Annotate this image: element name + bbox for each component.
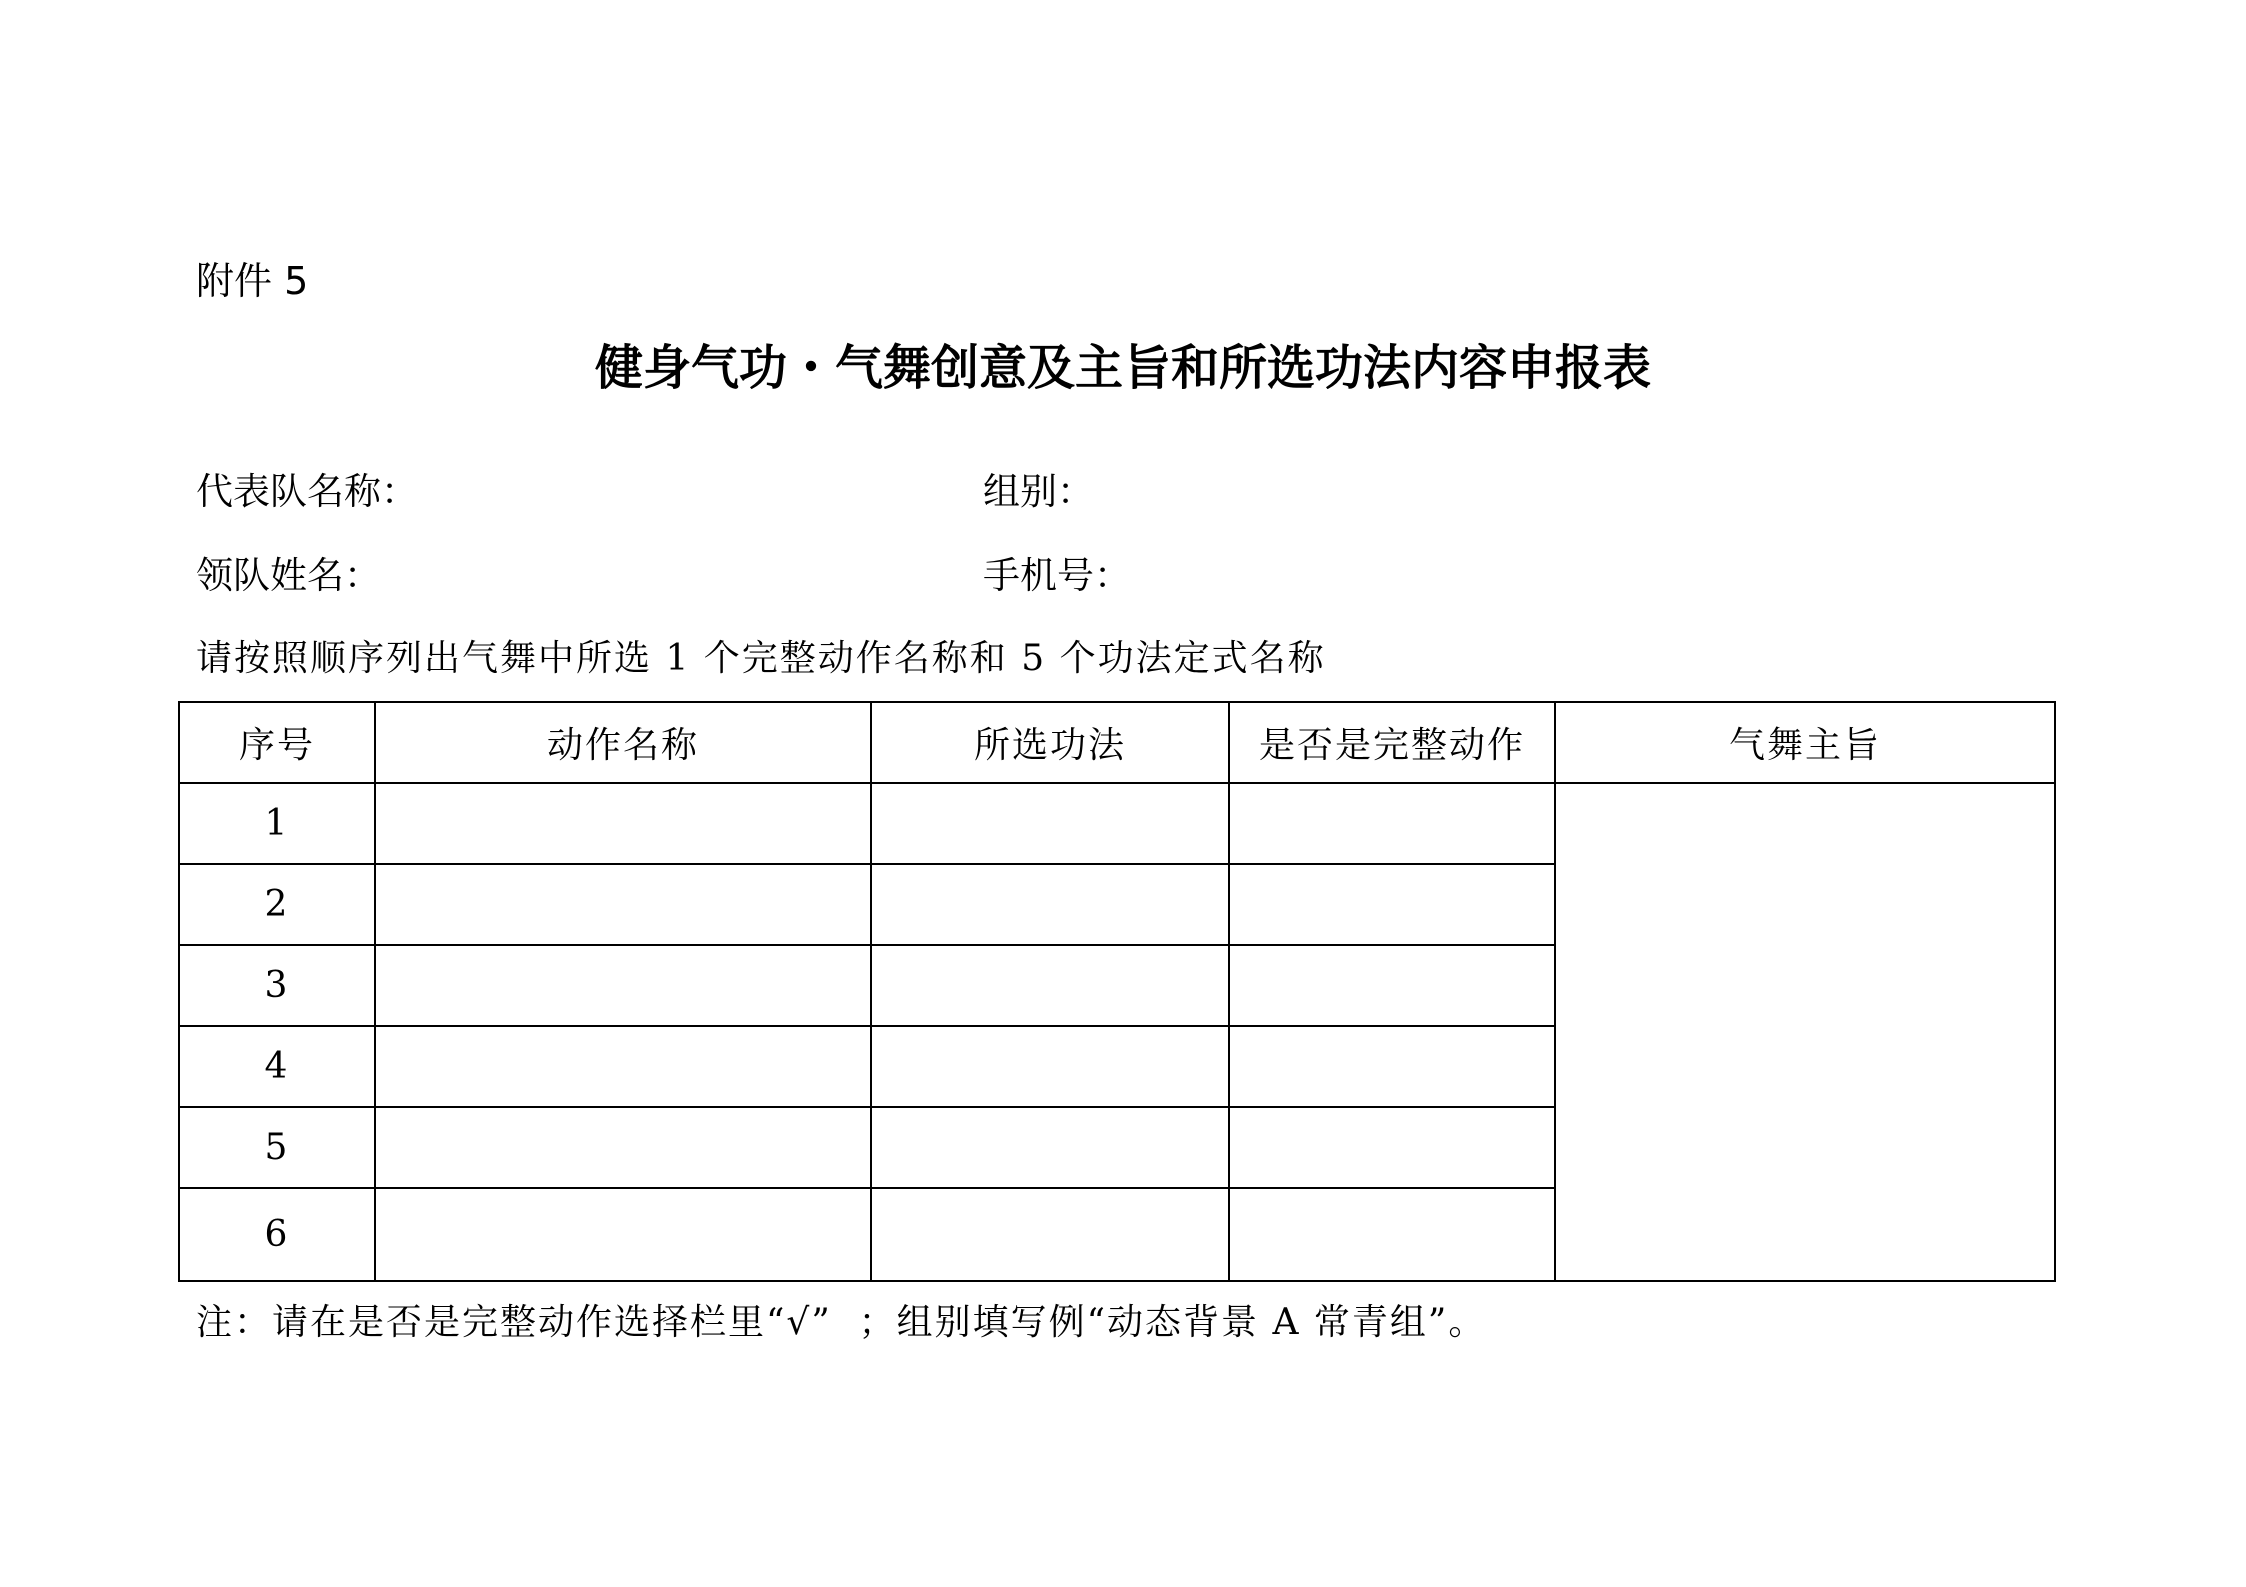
action-name-cell[interactable]	[375, 783, 871, 864]
complete-cell[interactable]	[1229, 864, 1555, 945]
row-index: 5	[179, 1107, 375, 1188]
theme-cell[interactable]	[1555, 783, 2055, 1281]
complete-cell[interactable]	[1229, 783, 1555, 864]
header-index: 序号	[179, 702, 375, 783]
action-name-cell[interactable]	[375, 1107, 871, 1188]
header-method: 所选功法	[871, 702, 1229, 783]
table-row	[179, 783, 2055, 864]
application-table	[178, 701, 2056, 1282]
method-cell[interactable]	[871, 783, 1229, 864]
row-index: 4	[179, 1026, 375, 1107]
group-label: 组别：	[983, 470, 1094, 513]
table-header-row	[179, 702, 2055, 783]
page-title: 健身气功・气舞创意及主旨和所选功法内容申报表	[594, 340, 1651, 396]
team-name-label: 代表队名称：	[196, 470, 418, 513]
method-cell[interactable]	[871, 1107, 1229, 1188]
action-name-cell[interactable]	[375, 1026, 871, 1107]
method-cell[interactable]	[871, 945, 1229, 1026]
complete-cell[interactable]	[1229, 1026, 1555, 1107]
footnote: 注：请在是否是完整动作选择栏里“√” ；组别填写例“动态背景 A 常青组”。	[196, 1302, 1487, 1343]
row-index: 3	[179, 945, 375, 1026]
row-index: 1	[179, 783, 375, 864]
method-cell[interactable]	[871, 1026, 1229, 1107]
attachment-label: 附件 5	[196, 259, 309, 303]
header-action-name: 动作名称	[375, 702, 871, 783]
row-index: 2	[179, 864, 375, 945]
complete-cell[interactable]	[1229, 945, 1555, 1026]
row-index: 6	[179, 1188, 375, 1281]
header-theme: 气舞主旨	[1555, 702, 2055, 783]
instruction-text: 请按照顺序列出气舞中所选 1 个完整动作名称和 5 个功法定式名称	[196, 638, 1326, 679]
phone-label: 手机号：	[983, 554, 1131, 597]
complete-cell[interactable]	[1229, 1188, 1555, 1281]
leader-name-label: 领队姓名：	[196, 554, 381, 597]
action-name-cell[interactable]	[375, 1188, 871, 1281]
complete-cell[interactable]	[1229, 1107, 1555, 1188]
action-name-cell[interactable]	[375, 945, 871, 1026]
method-cell[interactable]	[871, 1188, 1229, 1281]
method-cell[interactable]	[871, 864, 1229, 945]
action-name-cell[interactable]	[375, 864, 871, 945]
header-complete: 是否是完整动作	[1229, 702, 1555, 783]
